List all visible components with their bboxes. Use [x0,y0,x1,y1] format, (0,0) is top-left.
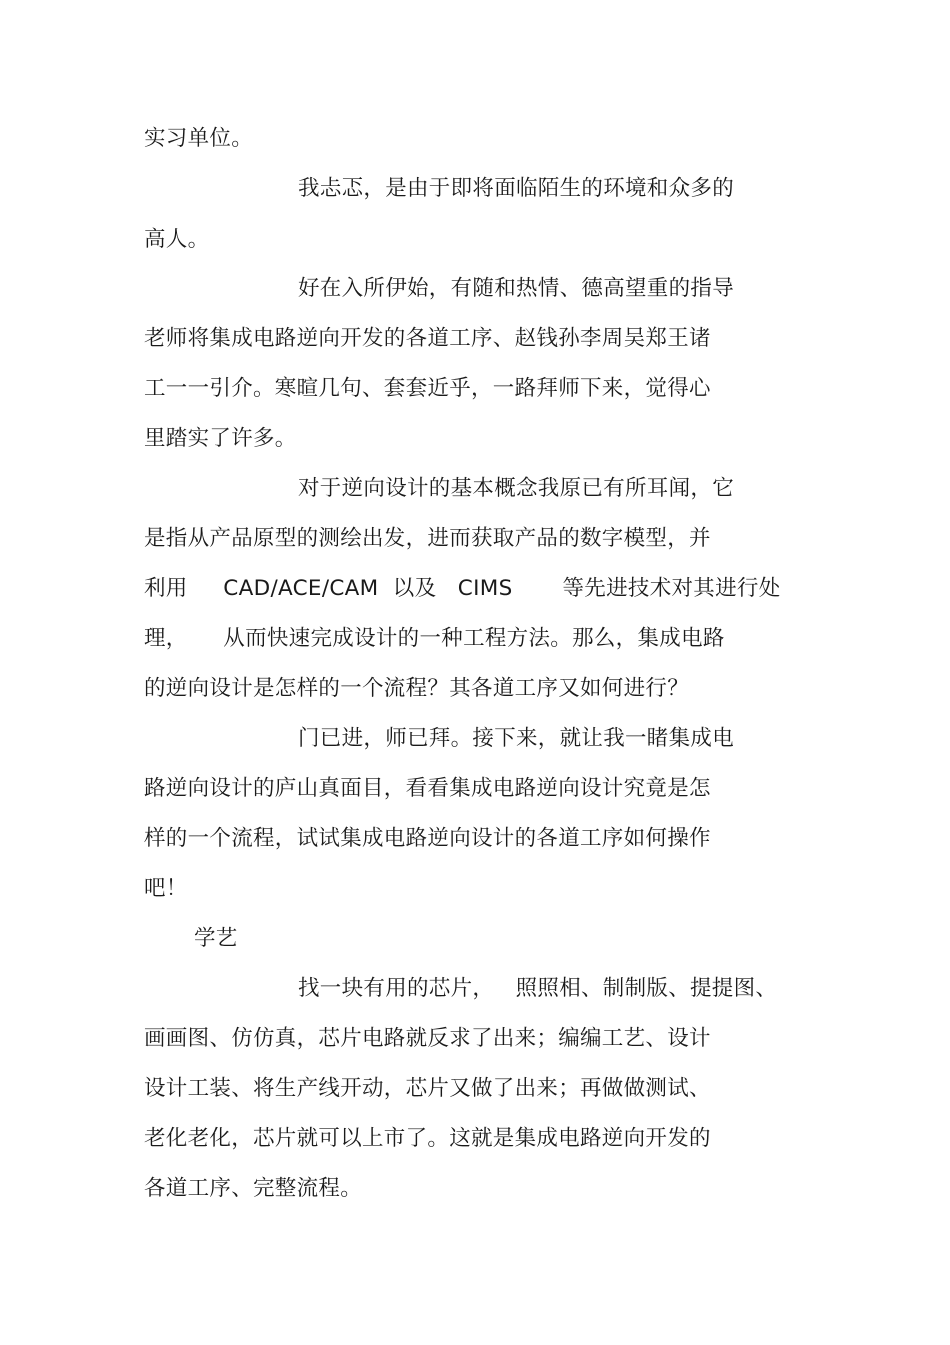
text-line: 高人。 [144,227,210,252]
paragraph-start-line: 我忐忑，是由于即将面临陌生的环境和众多的 [298,176,735,201]
text-line: 理， 从而快速完成设计的一种工程方法。那么，集成电路 [144,626,725,651]
text-line: 利用 CAD/ACE/CAM 以及 CIMS 等先进技术对其进行处 [144,576,781,601]
paragraph-start-line: 门已进，师已拜。接下来，就让我一睹集成电 [298,726,735,751]
text-line: 里踏实了许多。 [144,426,297,451]
paragraph-start-line: 对于逆向设计的基本概念我原已有所耳闻，它 [298,476,735,501]
text-line: 吧！ [144,876,188,901]
paragraph-start-line: 找一块有用的芯片， 照照相、制制版、提提图、 [298,976,778,1001]
text-line: 样的一个流程，试试集成电路逆向设计的各道工序如何操作 [144,826,711,851]
text-line: 老师将集成电路逆向开发的各道工序、赵钱孙李周吴郑王诸 [144,326,711,351]
text-line: 的逆向设计是怎样的一个流程？其各道工序又如何进行？ [144,676,690,701]
text-line: 画画图、仿仿真，芯片电路就反求了出来；编编工艺、设计 [144,1026,711,1051]
paragraph-start-line: 好在入所伊始，有随和热情、德高望重的指导 [298,276,735,301]
text-line: 是指从产品原型的测绘出发，进而获取产品的数字模型，并 [144,526,711,551]
text-line: 老化老化，芯片就可以上市了。这就是集成电路逆向开发的 [144,1126,711,1151]
text-line: 实习单位。 [144,126,254,151]
text-line: 设计工装、将生产线开动，芯片又做了出来；再做做测试、 [144,1076,711,1101]
text-line: 工一一引介。寒暄几句、套套近乎，一路拜师下来，觉得心 [144,376,711,401]
text-line: 各道工序、完整流程。 [144,1176,363,1201]
text-line: 路逆向设计的庐山真面目，看看集成电路逆向设计究竟是怎 [144,776,711,801]
section-heading: 学艺 [194,926,238,951]
